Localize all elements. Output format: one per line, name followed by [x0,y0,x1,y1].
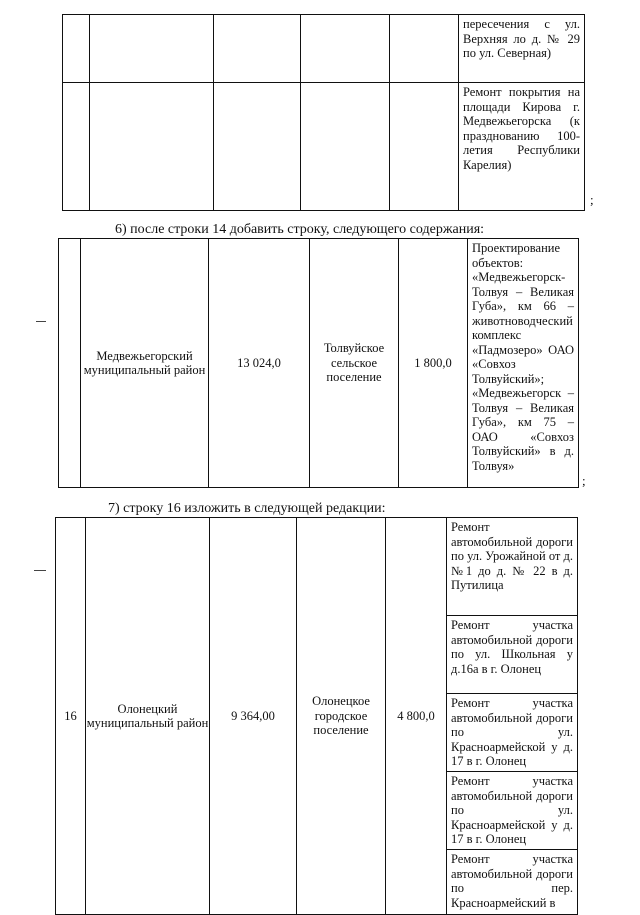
cell-empty [90,83,214,211]
amount-cell: 9 364,00 [210,518,297,915]
work-description: пересечения с ул. Верхняя ло д. № 29 по ул. Северная) [459,15,585,83]
row-number-cell: 16 [56,518,86,915]
works-cell [447,518,578,915]
work-description: Проектирование объектов: «Медвежьегорск-Толвуя – Великая Губа», км 66 – животноводческий комплекс «Падмозеро» ОАО «Совхоз Толвуйский»; «Медвежьегорск – Толвуя – Великая Губа», км 75 – ОАО «Совхоз Толвуйский» в д. Толвуя» [468,239,579,488]
cell-empty [301,83,390,211]
continuation-table [62,14,585,211]
cell-empty [390,15,459,83]
sum-cell: 1 800,0 [399,239,468,488]
cell-empty [63,15,90,83]
item-6-table [58,238,579,488]
margin-mark [34,570,46,571]
row-end-semicolon: ; [590,192,594,207]
work-item: Ремонт участка автомобильной дороги по ул. Школьная у д.16а в г. Олонец [447,616,577,694]
cell-empty [63,83,90,211]
work-item: Ремонт участка автомобильной дороги по ул. Красноармейской у д. 17 в г. Олонец [447,694,577,772]
item-7-heading: 7) строку 16 изложить в следующей редакции: [108,501,386,516]
cell-empty [301,15,390,83]
work-item: Ремонт участка автомобильной дороги по ул. Красноармейской у д. 17 в г. Олонец [447,772,577,850]
work-item: Ремонт участка автомобильной дороги по пер. Красноармейский в [451,852,573,910]
row-end-semicolon: ; [582,473,586,488]
item-7-table [55,517,578,915]
settlement-cell: Олонецкое городское поселение [297,518,386,915]
margin-mark [36,321,46,322]
work-description: Ремонт покрытия на площади Кирова г. Медвежьегорска (к празднованию 100-летия Республики Карелия) [459,83,585,211]
cell-empty [214,83,301,211]
district-cell: Олонецкий муниципальный район [86,518,210,915]
cell-empty [90,15,214,83]
settlement-cell: Толвуйское сельское поселение [310,239,399,488]
work-item: Ремонт автомобильной дороги по ул. Урожайной от д. №1 до д. № 22 в д. Путилица [447,518,577,616]
cell-empty [214,15,301,83]
row-number-cell [59,239,81,488]
sum-cell: 4 800,0 [386,518,447,915]
cell-empty [390,83,459,211]
amount-cell: 13 024,0 [209,239,310,488]
item-6-heading: 6) после строки 14 добавить строку, следующего содержания: [115,222,485,237]
district-cell: Медвежьегорский муниципальный район [81,239,209,488]
